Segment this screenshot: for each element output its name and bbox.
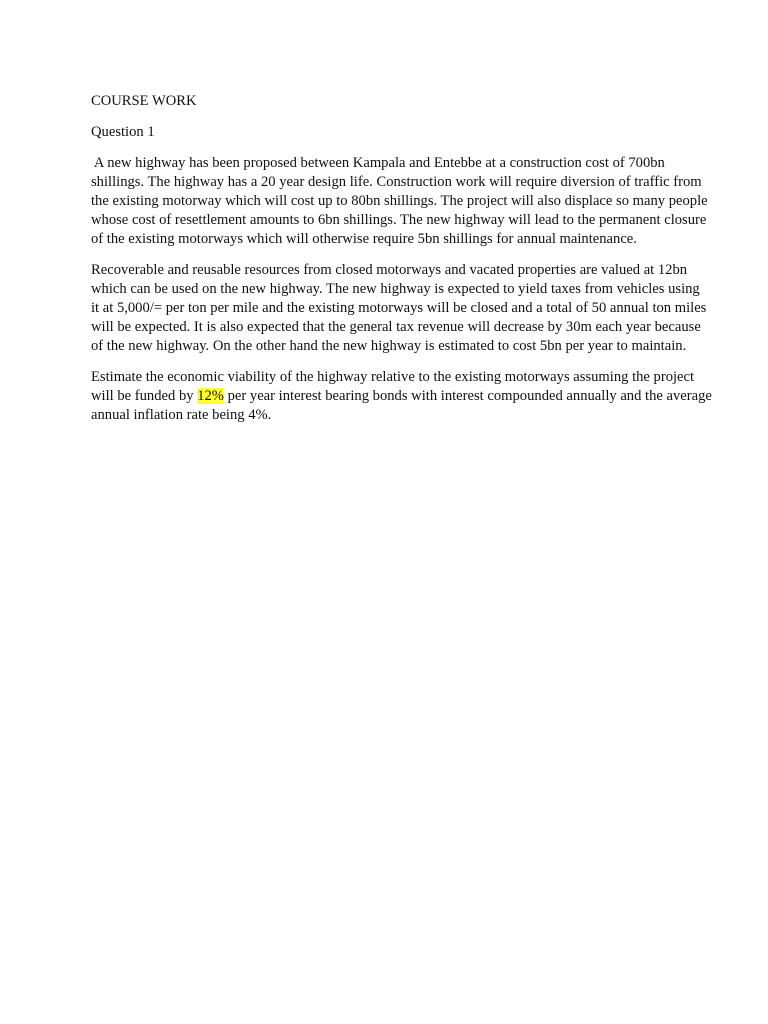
paragraph-line-with-highlight — [91, 387, 712, 406]
paragraph-line: the existing motorway which will cost up to 80bn shillings. The project will also displace so many people — [91, 193, 708, 209]
paragraph-line: which can be used on the new highway. The new highway is expected to yield taxes from vehicles using — [91, 281, 700, 297]
question-label: Question 1 — [91, 124, 155, 140]
paragraph-line: Recoverable and reusable resources from closed motorways and vacated properties are valued at 12bn — [91, 262, 688, 278]
paragraph-line: it at 5,000/= per ton per mile and the existing motorways will be closed and a total of 50 annual ton miles — [91, 300, 707, 316]
document-body — [91, 92, 712, 437]
paragraph-line: shillings. The highway has a 20 year design life. Construction work will require diversion of traffic from — [91, 174, 702, 190]
paragraph-project-costs — [91, 154, 708, 249]
paragraph-task — [91, 368, 712, 425]
paragraph-line: Estimate the economic viability of the highway relative to the existing motorways assuming the project — [91, 369, 695, 385]
highlighted-interest-rate: 12% — [197, 388, 224, 404]
paragraph-line: of the existing motorways which will otherwise require 5bn shillings for annual maintenance. — [91, 231, 637, 247]
coursework-heading: COURSE WORK — [91, 93, 197, 109]
text-before-highlight: will be funded by — [91, 388, 198, 404]
paragraph-benefits — [91, 261, 707, 356]
paragraph-line: will be expected. It is also expected that the general tax revenue will decrease by 30m each year because — [91, 319, 701, 335]
paragraph-line: annual inflation rate being 4%. — [91, 407, 272, 423]
paragraph-line: whose cost of resettlement amounts to 6bn shillings. The new highway will lead to the permanent closure — [91, 212, 707, 228]
paragraph-line: A new highway has been proposed between Kampala and Entebbe at a construction cost of 700bn — [91, 155, 665, 171]
paragraph-line: of the new highway. On the other hand the new highway is estimated to cost 5bn per year to maintain. — [91, 338, 687, 354]
text-after-highlight: per year interest bearing bonds with interest compounded annually and the average — [223, 388, 712, 404]
